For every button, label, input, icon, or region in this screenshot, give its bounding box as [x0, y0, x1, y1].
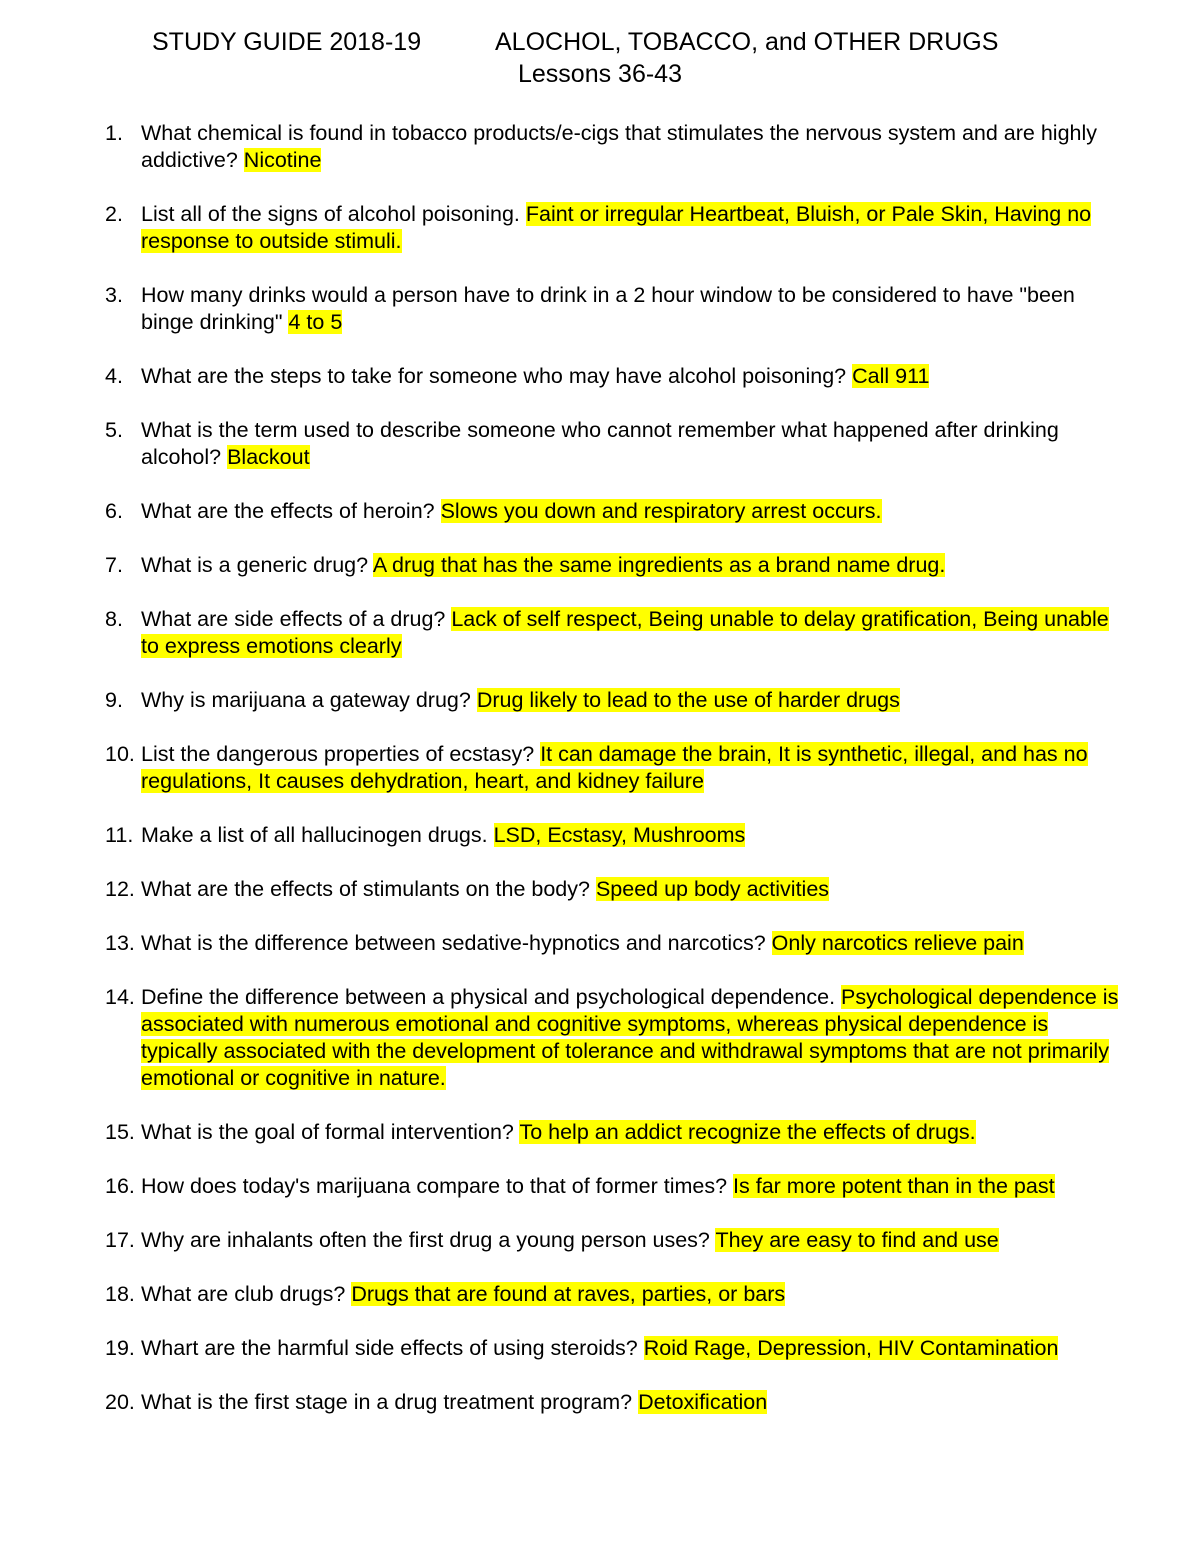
question-text: What is the goal of formal intervention? [141, 1120, 520, 1144]
question-item [0, 1227, 1200, 1254]
topic-title: ALOCHOL, TOBACCO, and OTHER DRUGS [495, 28, 999, 56]
question-item [0, 498, 1200, 525]
highlighted-answer: Drugs that are found at raves, parties, or bars [351, 1282, 786, 1306]
question-list [0, 120, 1200, 1443]
question-number: 18. [105, 1282, 135, 1306]
question-number: 15. [105, 1120, 135, 1144]
highlighted-answer: Only narcotics relieve pain [771, 931, 1024, 955]
question-number: 7. [105, 553, 123, 577]
question-text: What are side effects of a drug? [141, 607, 452, 631]
highlighted-answer: Blackout [227, 445, 310, 469]
question-text: List the dangerous properties of ecstasy? [141, 742, 541, 766]
question-item [0, 282, 1200, 336]
question-item [0, 687, 1200, 714]
question-item [0, 984, 1200, 1092]
question-item [0, 417, 1200, 471]
question-item [0, 1335, 1200, 1362]
highlighted-answer: A drug that has the same ingredients as a brand name drug. [372, 553, 946, 577]
question-number: 11. [105, 823, 134, 847]
question-item [0, 876, 1200, 903]
question-number: 3. [105, 283, 123, 307]
question-number: 9. [105, 688, 123, 712]
highlighted-answer: Lack of self respect, Being unable to delay gratification, Being unable to express emotions clearly [141, 607, 1109, 658]
highlighted-answer: Faint or irregular Heartbeat, Bluish, or Pale Skin, Having no response to outside stimuli. [141, 202, 1092, 253]
question-text: What are the effects of heroin? [141, 499, 441, 523]
question-item [0, 1173, 1200, 1200]
question-text: Make a list of all hallucinogen drugs. [141, 823, 494, 847]
question-text: What chemical is found in tobacco products/e-cigs that stimulates the nervous system and are highly addictive? [141, 121, 1098, 172]
question-number: 17. [105, 1228, 135, 1252]
question-number: 2. [105, 202, 123, 226]
question-text: Whart are the harmful side effects of using steroids? [141, 1336, 644, 1360]
question-number: 13. [105, 931, 135, 955]
question-number: 16. [105, 1174, 135, 1198]
lessons-subtitle: Lessons 36-43 [517, 60, 682, 88]
question-item [0, 363, 1200, 390]
question-item [0, 1281, 1200, 1308]
highlighted-answer: Call 911 [852, 364, 930, 388]
question-number: 6. [105, 499, 123, 523]
study-guide-title: STUDY GUIDE 2018-19 [152, 28, 422, 56]
highlighted-answer: They are easy to find and use [715, 1228, 999, 1252]
highlighted-answer: LSD, Ecstasy, Mushrooms [493, 823, 746, 847]
highlighted-answer: Is far more potent than in the past [733, 1174, 1055, 1198]
question-number: 4. [105, 364, 123, 388]
question-number: 5. [105, 418, 123, 442]
question-number: 14. [105, 985, 135, 1009]
highlighted-answer: Psychological dependence is associated with numerous emotional and cognitive symptoms, whereas physical dependence is typically associated with the development of tolerance and withdrawal symptoms that are not primarily emotional or cognitive in nature. [141, 985, 1119, 1090]
highlighted-answer: Roid Rage, Depression, HIV Contamination [643, 1336, 1059, 1360]
question-text: What is the term used to describe someone who cannot remember what happened after drinking alcohol? [141, 418, 1059, 469]
question-text: How does today's marijuana compare to that of former times? [141, 1174, 734, 1198]
highlighted-answer: 4 to 5 [288, 310, 343, 334]
question-item [0, 552, 1200, 579]
question-item [0, 606, 1200, 660]
question-text: Why is marijuana a gateway drug? [141, 688, 477, 712]
question-number: 19. [105, 1336, 135, 1360]
question-number: 12. [105, 877, 135, 901]
question-text: What is the first stage in a drug treatment program? [141, 1390, 639, 1414]
question-text: Define the difference between a physical and psychological dependence. [141, 985, 842, 1009]
question-text: What are the steps to take for someone who may have alcohol poisoning? [141, 364, 853, 388]
highlighted-answer: Nicotine [243, 148, 322, 172]
question-item [0, 1389, 1200, 1416]
document-header [0, 26, 1200, 90]
question-number: 20. [105, 1390, 135, 1414]
question-number: 10. [105, 742, 135, 766]
highlighted-answer: Detoxification [638, 1390, 768, 1414]
question-text: What are club drugs? [141, 1282, 352, 1306]
question-text: How many drinks would a person have to drink in a 2 hour window to be considered to have "been binge drinking" [141, 283, 1075, 334]
highlighted-answer: Drug likely to lead to the use of harder drugs [476, 688, 900, 712]
question-text: What is the difference between sedative-hypnotics and narcotics? [141, 931, 772, 955]
highlighted-answer: It can damage the brain, It is synthetic, illegal, and has no regulations, It causes dehydration, heart, and kidney failure [141, 742, 1088, 793]
question-text: List all of the signs of alcohol poisoning. [141, 202, 526, 226]
question-text: What is a generic drug? [141, 553, 373, 577]
highlighted-answer: Slows you down and respiratory arrest occurs. [440, 499, 882, 523]
question-item [0, 741, 1200, 795]
question-number: 1. [105, 121, 123, 145]
question-text: Why are inhalants often the first drug a young person uses? [141, 1228, 716, 1252]
question-item [0, 1119, 1200, 1146]
header-title-line [0, 26, 1200, 58]
question-item [0, 822, 1200, 849]
question-item [0, 120, 1200, 174]
highlighted-answer: To help an addict recognize the effects of drugs. [519, 1120, 976, 1144]
question-item [0, 201, 1200, 255]
question-text: What are the effects of stimulants on the body? [141, 877, 596, 901]
question-item [0, 930, 1200, 957]
question-number: 8. [105, 607, 123, 631]
highlighted-answer: Speed up body activities [595, 877, 830, 901]
